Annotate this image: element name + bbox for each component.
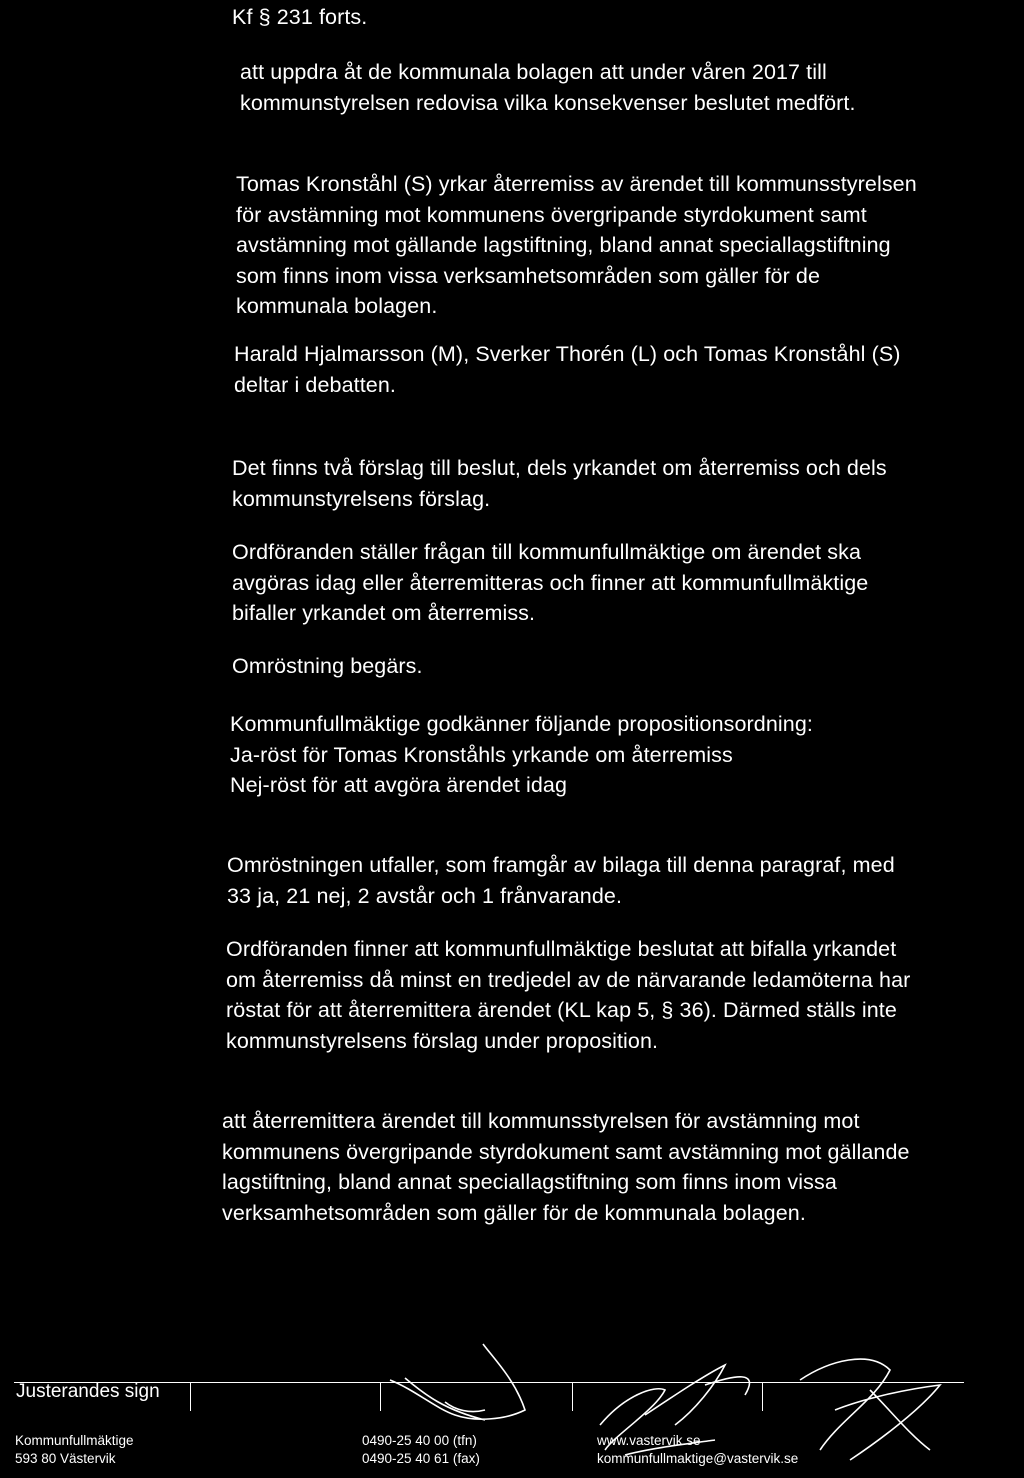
footer-address [15, 1432, 134, 1468]
text-line: att återremittera ärendet till kommunsstyrelsen för avstämning mot [222, 1109, 860, 1133]
text-line: bifaller yrkandet om återremiss. [232, 601, 536, 625]
text-line: Harald Hjalmarsson (M), Sverker Thorén (L) och Tomas Kronståhl (S) [234, 342, 901, 366]
text-line: kommunstyrelsens förslag under proposition. [226, 1028, 659, 1053]
text-line: som finns inom vissa verksamhetsområden som gäller för de [236, 263, 821, 288]
paragraph-chair-question [232, 537, 868, 629]
text-line: 33 ja, 21 nej, 2 avstår och 1 frånvarande. [227, 883, 623, 908]
text-line: Ordföranden ställer frågan till kommunfullmäktige om ärendet ska [232, 540, 861, 564]
text-line: om återremiss då minst en tredjedel av de närvarande ledamöterna har [226, 967, 911, 992]
text-line: röstat för att återremittera ärendet (KL kap 5, § 36). Därmed ställs inte [226, 998, 897, 1022]
footer-website[interactable]: www.vastervik.se [597, 1433, 701, 1448]
paragraph-motion [236, 169, 917, 322]
text-line: lagstiftning, bland annat speciallagstiftning som finns inom vissa [222, 1170, 837, 1194]
text-line: Nej-röst för att avgöra ärendet idag [230, 773, 568, 797]
text-line: kommunstyrelsens förslag. [232, 486, 491, 511]
text-line: deltar i debatten. [234, 372, 396, 397]
paragraph-debate [234, 339, 901, 400]
sign-box-divider [380, 1383, 381, 1411]
paragraph-assignment [240, 57, 856, 118]
paragraph-decision [222, 1106, 910, 1228]
sign-label: Justerandes sign [16, 1381, 160, 1402]
footer-email[interactable]: kommunfullmaktige@vastervik.se [597, 1451, 799, 1466]
footer-postal-address: 593 80 Västervik [15, 1451, 116, 1466]
footer-phone: 0490-25 40 00 (tfn) [362, 1433, 477, 1448]
text-line: Tomas Kronståhl (S) yrkar återremiss av ärendet till kommunsstyrelsen [236, 172, 917, 196]
paragraph-proposals [232, 453, 887, 514]
paragraph-vote-result [227, 850, 895, 911]
text-line: kommunens övergripande styrdokument samt avstämning mot gällande [222, 1139, 910, 1164]
text-line: Omröstningen utfaller, som framgår av bilaga till denna paragraf, med [227, 853, 895, 877]
paragraph-vote-request [232, 651, 423, 682]
footer-fax: 0490-25 40 61 (fax) [362, 1451, 480, 1466]
signature-3 [780, 1350, 960, 1470]
section-header: Kf § 231 forts. [232, 5, 368, 29]
text-line: Det finns två förslag till beslut, dels yrkandet om återremiss och dels [232, 456, 887, 480]
paragraph-proposition-order [230, 709, 813, 801]
text-line: Ja-röst för Tomas Kronståhls yrkande om återremiss [230, 742, 733, 767]
text-line: kommunstyrelsen redovisa vilka konsekvenser beslutet medfört. [240, 90, 856, 115]
text-line: avgöras idag eller återremitteras och finner att kommunfullmäktige [232, 570, 869, 595]
footer-web-block [597, 1432, 798, 1468]
text-line: kommunala bolagen. [236, 294, 438, 318]
text-line: Omröstning begärs. [232, 654, 423, 678]
text-line: verksamhetsområden som gäller för de kommunala bolagen. [222, 1200, 806, 1225]
sign-box-divider [190, 1383, 191, 1411]
paragraph-chair-finding [226, 934, 910, 1056]
text-line: avstämning mot gällande lagstiftning, bland annat speciallagstiftning [236, 233, 891, 257]
text-line: att uppdra åt de kommunala bolagen att under våren 2017 till [240, 60, 827, 84]
sign-box-divider [572, 1383, 573, 1411]
text-line: Ordföranden finner att kommunfullmäktige beslutat att bifalla yrkandet [226, 937, 897, 961]
text-line: Kommunfullmäktige godkänner följande propositionsordning: [230, 712, 813, 736]
footer-org: Kommunfullmäktige [15, 1433, 134, 1448]
footer-phone-block [362, 1432, 480, 1468]
text-line: för avstämning mot kommunens övergripande styrdokument samt [236, 202, 867, 227]
